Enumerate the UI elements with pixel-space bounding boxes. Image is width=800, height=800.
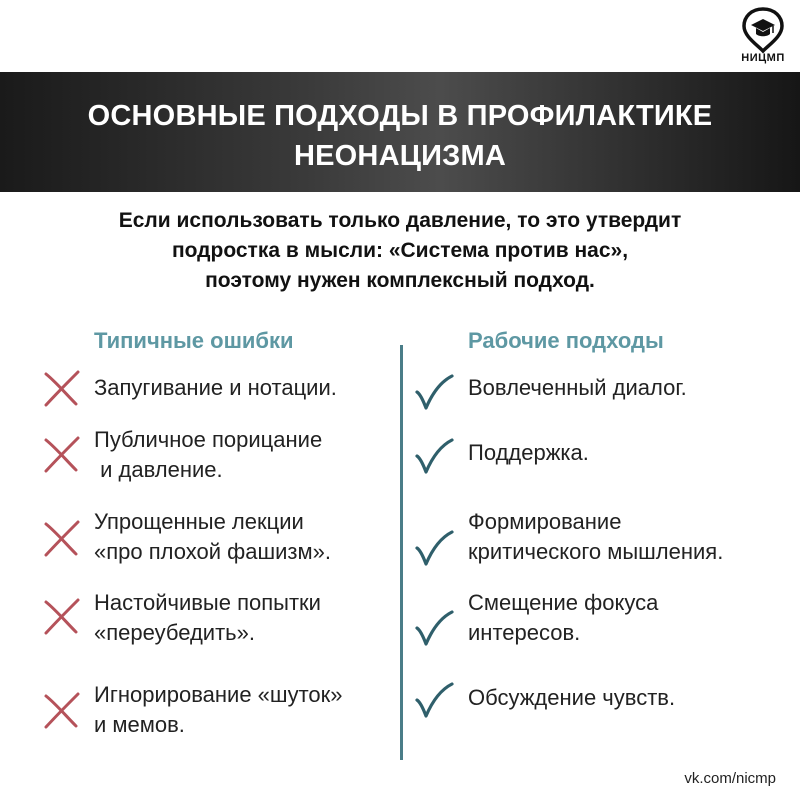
check-icon — [414, 680, 454, 720]
mistake-line: «про плохой фашизм». — [94, 539, 331, 564]
check-icon — [414, 436, 454, 476]
logo-text: НИЦМП — [741, 52, 785, 64]
page-title — [40, 96, 760, 176]
mistake-line: и мемов. — [94, 712, 185, 737]
mistake-text — [94, 425, 322, 485]
approach-line: критического мышления. — [468, 539, 724, 564]
page-title-line: НЕОНАЦИЗМА — [293, 140, 507, 172]
check-icon — [414, 372, 454, 412]
check-icon — [414, 528, 454, 568]
intro-line: подростка в мысли: «Система против нас», — [171, 239, 629, 262]
logo — [732, 6, 794, 68]
mistake-text — [94, 373, 337, 403]
approach-line: Формирование — [468, 509, 622, 534]
mistake-text — [94, 588, 321, 648]
approach-text — [468, 588, 658, 648]
cross-icon — [42, 596, 82, 636]
check-icon — [414, 608, 454, 648]
mistake-text — [94, 680, 343, 740]
mistake-line: Упрощенные лекции — [94, 509, 304, 534]
approach-line: Обсуждение чувств. — [468, 685, 676, 710]
mistake-line: Публичное порицание — [94, 427, 323, 452]
cross-icon — [42, 434, 82, 474]
mistake-line: Запугивание и нотации. — [94, 375, 337, 400]
mistake-line: и давление. — [94, 457, 223, 482]
intro-line: Если использовать только давление, то это утвердит — [118, 209, 682, 232]
approach-text — [468, 373, 687, 403]
footer-link[interactable]: vk.com/nicmp — [684, 770, 776, 787]
mistake-line: Игнорирование «шуток» — [94, 682, 343, 707]
mistake-line: «переубедить». — [94, 620, 255, 645]
cross-icon — [42, 518, 82, 558]
approaches-heading: Рабочие подходы — [468, 328, 664, 353]
cross-icon — [42, 368, 82, 408]
page-title-line: ОСНОВНЫЕ ПОДХОДЫ В ПРОФИЛАКТИКЕ — [87, 100, 713, 132]
approach-text — [468, 438, 589, 468]
intro-line: поэтому нужен комплексный подход. — [205, 269, 595, 292]
approach-text — [468, 683, 675, 713]
approach-line: интересов. — [468, 620, 581, 645]
intro-text — [40, 206, 760, 296]
graduation-cap-pin-icon — [732, 6, 794, 54]
approach-line: Смещение фокуса — [468, 590, 659, 615]
cross-icon — [42, 690, 82, 730]
approach-text — [468, 507, 723, 567]
mistake-line: Настойчивые попытки — [94, 590, 321, 615]
approach-line: Вовлеченный диалог. — [468, 375, 687, 400]
column-divider — [400, 345, 403, 760]
mistake-text — [94, 507, 331, 567]
approach-line: Поддержка. — [468, 440, 589, 465]
mistakes-heading: Типичные ошибки — [94, 328, 294, 353]
